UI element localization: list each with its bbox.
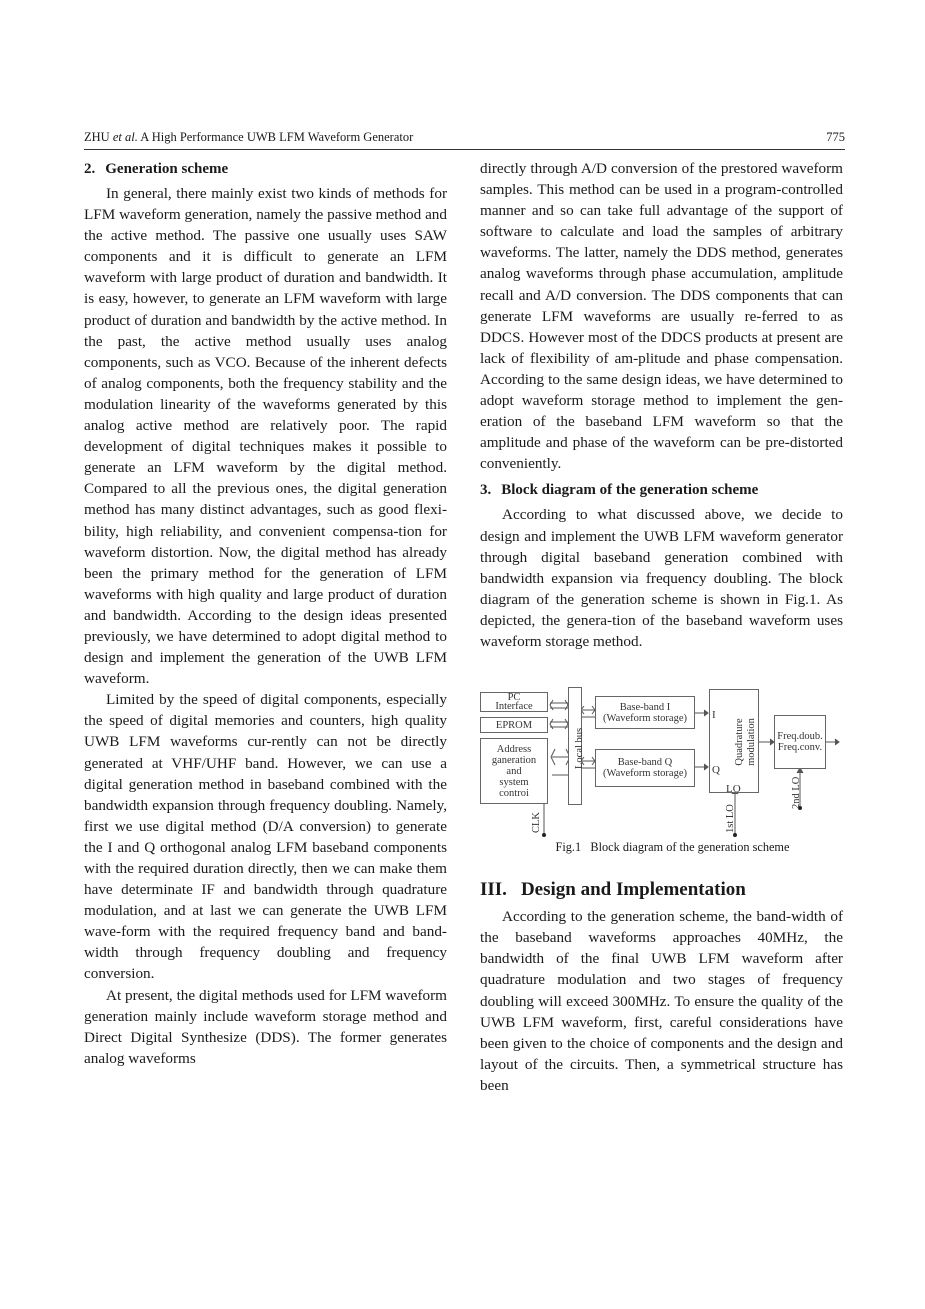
block-label: PC bbox=[507, 692, 521, 704]
block-label: ganeration bbox=[491, 754, 537, 766]
block-label: controi bbox=[499, 787, 529, 799]
running-title bbox=[84, 130, 413, 145]
paragraph-continuation: directly through A/D conversion of the prestored waveform samples. This method can be used in a program-controlled manner and so can take full advantage of the support of software to calculate and load the samples of arbitrary waveforms. The latter, namely the DDS method, generates analog waveforms through phase accumulation, amplitude recall and A/D conversion. The DDS components that can generate LFM waveforms are usually re-ferred to as DDCS. However most of the DDCS products at present are lack of flexibility of am-plitude and phase compensation. According to the same design ideas, we have determined to adopt waveform storage method to implement the gen-eration of the baseband LFM waveform so that the amplitude and phase of the waveform can be pre-distorted conveniently. bbox=[480, 160, 843, 473]
section-title: Design and Implementation bbox=[520, 879, 746, 901]
block-label: EPROM bbox=[495, 719, 533, 731]
clk-label: CLK bbox=[531, 812, 542, 834]
lo-input-label: LO bbox=[726, 783, 741, 796]
section-heading-generation-scheme bbox=[84, 158, 447, 180]
right-column bbox=[480, 158, 843, 1096]
block-freq-doubling-conversion bbox=[774, 715, 826, 769]
caption-label: Fig.1 bbox=[555, 840, 582, 855]
section-number: III. bbox=[480, 879, 507, 901]
section-number: 2. bbox=[84, 161, 96, 177]
block-label: Interface bbox=[495, 701, 533, 713]
paragraph: In general, there mainly exist two kinds of methods for LFM waveform generation, namely the passive method and the active method. The passive one usually uses SAW components and it is difficult to generate an LFM waveform with large product of duration and bandwidth. It is easy, however, to generate an LFM waveform with large product of duration and bandwidth by the active method. In the past, the active method usually uses analog components, such as VCO. Because of the inherent defects of analog components, both the frequency stability and the modulation linearity of the waveforms generated by this analog active method are relatively poor. The rapid development of digital techniques makes it possible to generate an LFM waveform by the digital method. Compared to all the previous ones, the digital generation method has many distinct advantages, such as good flexi-bility, high reliability, and convenient compensa-tion for waveform distortion. Now, the digital method has already been the primary method for the generation of LFM waveforms with high quality and large product of duration and bandwidth. According to the design ideas presented previously, we have determined to adopt digital method to design and implement the generation of the UWB LFM waveform. bbox=[84, 185, 447, 688]
page-number: 775 bbox=[826, 130, 845, 144]
caption-text: Block diagram of the generation scheme bbox=[590, 840, 790, 855]
section-title: Block diagram of the generation scheme bbox=[501, 482, 759, 499]
left-column bbox=[84, 158, 447, 1069]
block-label: system bbox=[499, 776, 529, 788]
section-title: Generation scheme bbox=[105, 161, 229, 177]
paragraph: According to what discussed above, we decide to design and implement the UWB LFM waveform generator through digital baseband generation combined with bandwidth expansion via frequency doubling. The block diagram of the generation scheme is shown in Fig.1. As depicted, the genera-tion of the baseband waveform uses waveform storage method. bbox=[480, 506, 843, 650]
block-baseband-q bbox=[595, 749, 695, 787]
paragraph: Limited by the speed of digital components, especially the speed of digital memories and counters, high quality UWB LFM waveforms cur-rently can not be directly generated at VHF/UHF band. However, we can use a digital generation method in baseband combined with the bandwidth expansion through frequency doubling. Namely, first we use digital method (D/A conversion) to generate the I and Q orthogonal analog LFM baseband components with the required duration directly, then we can make them have determinate IF and bandwidth through quadrature modulation, and at last we can generate the UWB LFM wave-form with the required frequency band and band-width through frequency doubling and frequency conversion. bbox=[84, 691, 447, 983]
block-label: Base-band I bbox=[619, 701, 671, 713]
section-number: 3. bbox=[480, 482, 492, 499]
block-label: and bbox=[506, 765, 522, 777]
running-header bbox=[84, 129, 845, 150]
block-diagram-figure bbox=[480, 687, 843, 837]
block-label: (Waveform storage) bbox=[603, 768, 687, 780]
figure-caption bbox=[480, 837, 843, 858]
block-label: Freq.doub. bbox=[777, 731, 823, 743]
block-baseband-i bbox=[595, 696, 695, 729]
block-pc-interface bbox=[480, 692, 548, 712]
second-lo-label: 2nd LO bbox=[791, 776, 802, 810]
block-label: (Waveform storage) bbox=[603, 712, 687, 724]
section-heading-block-diagram bbox=[480, 479, 843, 501]
paragraph: According to the generation scheme, the band-width of the baseband waveforms approaches 40MHz, the bandwidth of the final UWB LFM waveform after quadrature modulation and two stages of frequency doubling will exceed 300MHz. To ensure the quality of the UWB LFM waveform, first, careful considerations have been given to the choice of components and the design and layout of the circuits. Then, a symmetrical structure has been bbox=[480, 908, 843, 1094]
section-heading-design-implementation bbox=[480, 878, 843, 902]
i-input-label: I bbox=[712, 709, 716, 722]
paragraph: At present, the digital methods used for LFM waveform generation mainly include waveform storage method and Direct Digital Synthesize (DDS). The former generates analog waveforms bbox=[84, 986, 447, 1067]
local-bus-label: Local bus bbox=[574, 727, 585, 770]
block-address-generation bbox=[480, 738, 548, 804]
q-input-label: Q bbox=[712, 764, 720, 777]
first-lo-label: 1st LO bbox=[725, 804, 736, 834]
quadrature-label: Quadrature modulation bbox=[734, 718, 757, 766]
block-label: Freq.conv. bbox=[777, 742, 823, 754]
block-label: Base-band Q bbox=[617, 757, 673, 769]
running-author: ZHU bbox=[84, 130, 110, 144]
running-etal: et al. bbox=[112, 130, 138, 144]
block-label: Address bbox=[496, 743, 532, 755]
block-eprom bbox=[480, 717, 548, 733]
running-title-text: A High Performance UWB LFM Waveform Generator bbox=[140, 130, 414, 144]
